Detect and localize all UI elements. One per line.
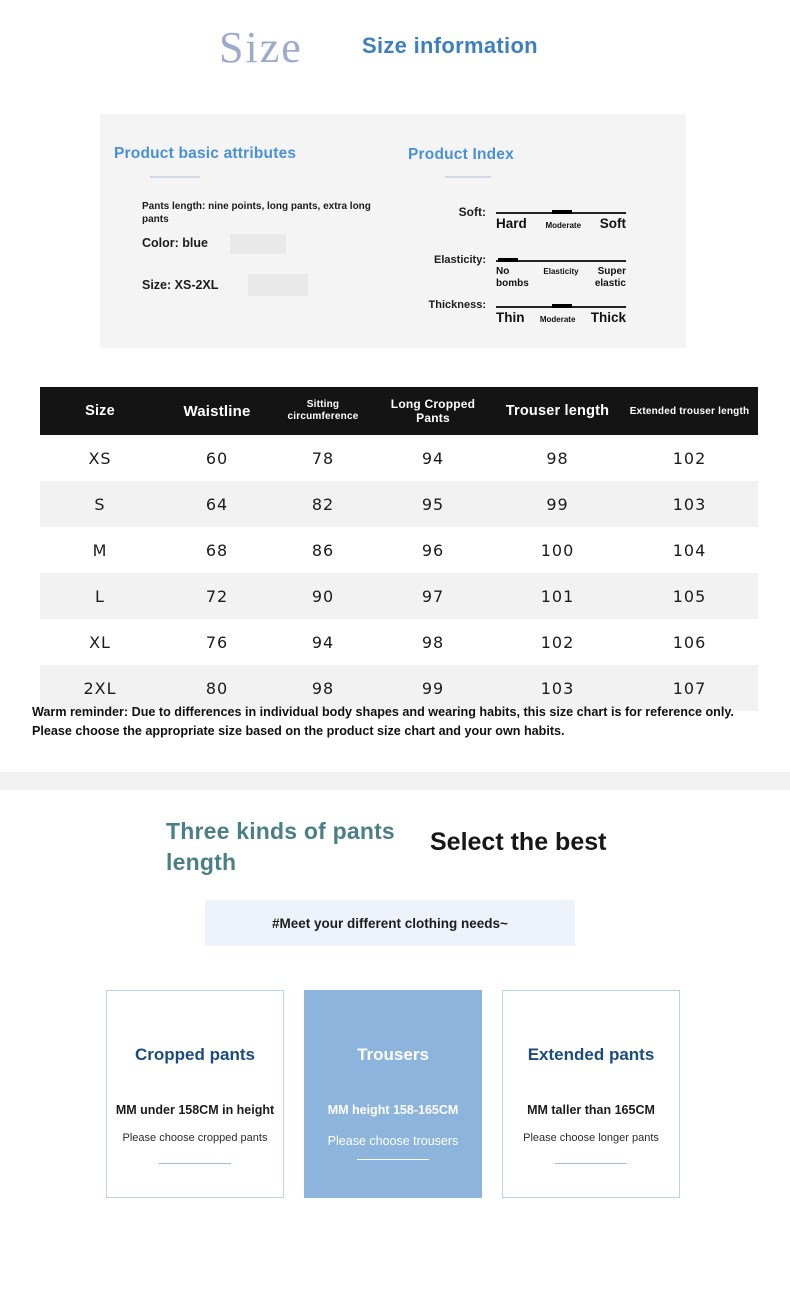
card-cta[interactable]: Please choose trousers — [327, 1134, 459, 1148]
cell-waistline: 80 — [160, 665, 274, 711]
card-cta[interactable]: Please choose cropped pants — [122, 1132, 268, 1144]
index-ticks-thickness — [496, 312, 626, 326]
card-description: MM taller than 165CM — [527, 1103, 655, 1117]
cell-size: XL — [40, 619, 160, 665]
index-tick-thickness-1: Moderate — [539, 315, 576, 324]
warm-reminder-text: Warm reminder: Due to differences in individual body shapes and wearing habits, this size chart is for reference only. Please choose the appropriate size based on the product size chart and your own habits. — [32, 705, 734, 738]
needs-banner-label: #Meet your different clothing needs~ — [272, 915, 508, 931]
cell-waistline: 68 — [160, 527, 274, 573]
product-info-panel — [100, 114, 686, 348]
index-title: Product Index — [408, 146, 514, 163]
index-marker-soft — [552, 210, 572, 214]
index-tick-soft-0: Hard — [496, 216, 527, 231]
cell-trouser: 100 — [494, 527, 621, 573]
col-header-size: Size — [40, 387, 160, 435]
index-marker-elasticity — [498, 258, 518, 262]
table-row — [40, 481, 758, 527]
cell-cropped: 95 — [372, 481, 494, 527]
index-tick-soft-1: Moderate — [545, 221, 582, 230]
cell-size: XS — [40, 435, 160, 481]
attribute-color: Color: blue — [142, 236, 208, 250]
card-cropped-pants[interactable] — [106, 990, 284, 1198]
index-label-elasticity: Elasticity: — [434, 254, 486, 266]
col-header-trouser-length: Trouser length — [494, 387, 621, 435]
cell-trouser: 101 — [494, 573, 621, 619]
card-underline — [357, 1159, 429, 1160]
cell-extended: 105 — [621, 573, 758, 619]
cell-trouser: 102 — [494, 619, 621, 665]
cell-extended: 102 — [621, 435, 758, 481]
page-subtitle: Size information — [362, 33, 538, 58]
card-title: Trousers — [357, 1045, 429, 1064]
cell-waistline: 76 — [160, 619, 274, 665]
card-title: Extended pants — [527, 1045, 655, 1064]
card-trousers[interactable] — [304, 990, 482, 1198]
cell-cropped: 99 — [372, 665, 494, 711]
index-label-soft: Soft: — [458, 205, 486, 219]
cell-trouser: 98 — [494, 435, 621, 481]
index-marker-thickness — [552, 304, 572, 308]
attribute-pants-length: Pants length: nine points, long pants, extra long pants — [142, 201, 371, 225]
index-tick-elasticity-0: No bombs — [496, 266, 529, 289]
cell-extended: 106 — [621, 619, 758, 665]
card-description: MM height 158-165CM — [327, 1103, 459, 1117]
index-tick-elasticity-2: Super elastic — [594, 266, 626, 289]
col-header-long-cropped-pants: Long Cropped Pants — [372, 387, 494, 435]
page-header — [0, 0, 790, 110]
cell-sitting: 90 — [274, 573, 372, 619]
pants-length-cards — [106, 990, 684, 1200]
cell-sitting: 78 — [274, 435, 372, 481]
index-ticks-soft — [496, 218, 626, 232]
needs-banner — [205, 900, 575, 946]
index-label-thickness: Thickness: — [428, 299, 486, 311]
section-two-subtitle: Select the best — [430, 828, 607, 856]
card-extended-pants[interactable] — [502, 990, 680, 1198]
cell-extended: 103 — [621, 481, 758, 527]
col-header-waistline: Waistline — [160, 387, 274, 435]
size-chart-table — [40, 387, 758, 711]
page-title-ghost: Size — [219, 23, 303, 72]
table-header-row — [40, 387, 758, 435]
cell-waistline: 60 — [160, 435, 274, 481]
cell-cropped: 94 — [372, 435, 494, 481]
index-ticks-elasticity — [496, 266, 626, 290]
attributes-rule — [150, 176, 200, 178]
cell-cropped: 98 — [372, 619, 494, 665]
cell-trouser: 103 — [494, 665, 621, 711]
size-chart-head — [40, 387, 758, 435]
index-tick-soft-2: Soft — [599, 216, 626, 231]
cell-sitting: 98 — [274, 665, 372, 711]
cell-cropped: 97 — [372, 573, 494, 619]
cell-extended: 104 — [621, 527, 758, 573]
col-header-sitting-circumference: Sitting circumference — [274, 387, 372, 435]
cell-sitting: 94 — [274, 619, 372, 665]
size-chart-table-wrap — [40, 387, 750, 711]
table-row — [40, 527, 758, 573]
col-header-extended-trouser-length: Extended trouser length — [621, 387, 758, 435]
card-underline — [555, 1163, 627, 1164]
table-row — [40, 573, 758, 619]
cell-sitting: 86 — [274, 527, 372, 573]
cell-waistline: 72 — [160, 573, 274, 619]
index-tick-elasticity-1: Elasticity — [543, 267, 579, 276]
cell-trouser: 99 — [494, 481, 621, 527]
cell-cropped: 96 — [372, 527, 494, 573]
card-underline — [159, 1163, 231, 1164]
cell-size: S — [40, 481, 160, 527]
size-chart-body — [40, 435, 758, 711]
table-row — [40, 435, 758, 481]
cell-sitting: 82 — [274, 481, 372, 527]
section-divider-band — [0, 772, 790, 790]
table-row — [40, 619, 758, 665]
attributes-title: Product basic attributes — [114, 145, 297, 162]
cell-waistline: 64 — [160, 481, 274, 527]
card-description: MM under 158CM in height — [115, 1103, 275, 1117]
attribute-size: Size: XS-2XL — [142, 278, 219, 292]
cell-size: 2XL — [40, 665, 160, 711]
index-tick-thickness-0: Thin — [496, 310, 525, 325]
section-two-title: Three kinds of pants length — [166, 818, 395, 875]
card-cta[interactable]: Please choose longer pants — [523, 1132, 659, 1144]
cell-extended: 107 — [621, 665, 758, 711]
cell-size: M — [40, 527, 160, 573]
index-tick-thickness-2: Thick — [590, 310, 626, 325]
card-title: Cropped pants — [135, 1045, 255, 1064]
cell-size: L — [40, 573, 160, 619]
index-rule — [445, 176, 491, 178]
